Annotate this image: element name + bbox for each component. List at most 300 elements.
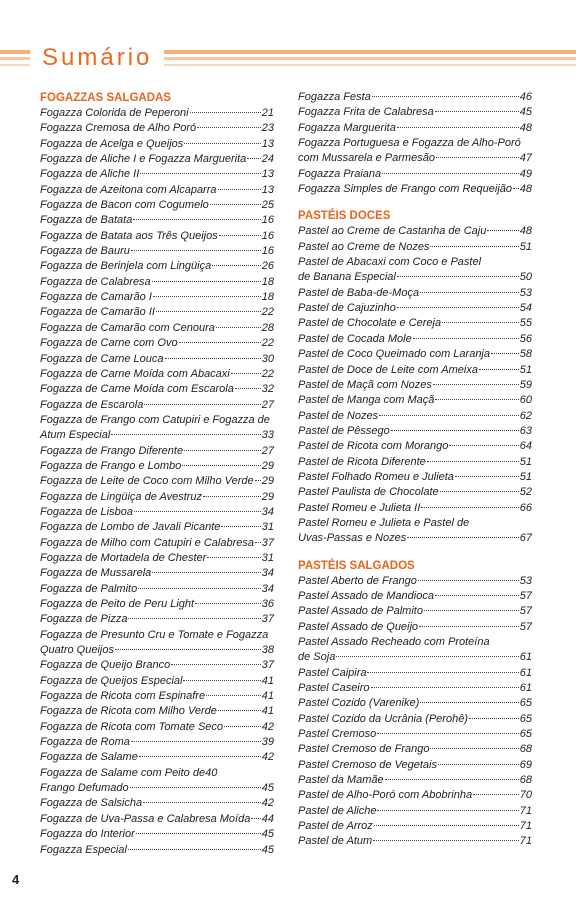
toc-entry-title: Fogazza Praiana <box>298 167 382 180</box>
toc-entry-title: Frango Defumado <box>40 782 129 795</box>
toc-entry <box>298 574 532 589</box>
dot-leader <box>435 399 518 400</box>
toc-entry-title: Pastel de Alho-Poró com Abobrinha <box>298 789 473 802</box>
dot-leader <box>128 849 261 850</box>
dot-leader <box>430 246 518 247</box>
toc-entry-page: 68 <box>519 774 532 787</box>
toc-entry-title: Fogazza de Escarola <box>40 398 144 411</box>
toc-entry-title: Pastel de Nozes <box>298 409 379 422</box>
dot-leader <box>183 680 260 681</box>
toc-entry-title: Pastel Cremoso de Frango <box>298 743 430 756</box>
toc-entry-title: Fogazza de Camarão I <box>40 291 152 304</box>
toc-entry <box>40 121 274 136</box>
toc-entry-page: 13 <box>261 183 274 196</box>
toc-entry-title: Fogazza de Palmito <box>40 582 138 595</box>
toc-entry-title: Fogazza Marguerita <box>298 121 396 134</box>
toc-entry <box>298 439 532 454</box>
toc-entry-title: Fogazza de Carne Louca <box>40 352 164 365</box>
dot-leader <box>419 626 519 627</box>
toc-entry-page: 48 <box>519 225 532 238</box>
toc-entry-page: 51 <box>519 363 532 376</box>
toc-entry-title: Pastel Assado de Palmito <box>298 605 423 618</box>
dot-leader <box>418 580 519 581</box>
toc-entry <box>40 735 274 750</box>
toc-entry <box>40 643 274 658</box>
dot-leader <box>184 143 260 144</box>
toc-entry <box>40 290 274 305</box>
toc-entry <box>40 459 274 474</box>
dot-leader <box>491 353 519 354</box>
toc-entry-lead: Pastel Romeu e Julieta e Pastel de <box>298 516 470 529</box>
toc-entry-page: 31 <box>261 551 274 564</box>
toc-entry-title: Fogazza de Lisboa <box>40 505 133 518</box>
toc-entry-title: Fogazza de Ricota com Espinafre <box>40 690 206 703</box>
toc-entry-page: 41 <box>261 674 274 687</box>
dot-leader <box>440 491 519 492</box>
dot-leader <box>111 434 260 435</box>
toc-entry-page: 57 <box>519 589 532 602</box>
page-header <box>0 40 576 76</box>
toc-entry <box>298 589 532 604</box>
toc-entry <box>40 843 274 858</box>
dot-leader <box>469 718 519 719</box>
toc-entry-title: Pastel ao Creme de Nozes <box>298 240 430 253</box>
toc-entry <box>298 90 532 105</box>
section-heading: FOGAZZAS SALGADAS <box>40 92 171 104</box>
section-heading: PASTÉIS SALGADOS <box>298 559 415 572</box>
toc-entry-page: 16 <box>261 245 274 258</box>
toc-entry-title: Fogazza de Camarão II <box>40 306 155 319</box>
toc-entry-title: Fogazza de Batata <box>40 214 133 227</box>
toc-entry <box>40 137 274 152</box>
toc-entry-page: 51 <box>519 455 532 468</box>
toc-entry <box>40 352 274 367</box>
toc-entry-page: 68 <box>519 743 532 756</box>
dot-leader <box>219 235 261 236</box>
toc-entry <box>298 501 532 516</box>
toc-entry-title: Fogazza de Carne Moída com Escarola <box>40 383 234 396</box>
dot-leader <box>203 496 261 497</box>
toc-entry-page: 37 <box>261 613 274 626</box>
toc-entry-title: Fogazza de Uva-Passa e Calabresa Moída <box>40 812 251 825</box>
toc-entry-title: Fogazza de Frango e Lombo <box>40 459 182 472</box>
dot-leader <box>144 404 260 405</box>
dot-leader <box>165 358 261 359</box>
dot-leader <box>427 461 519 462</box>
toc-entry <box>298 316 532 331</box>
dot-leader <box>397 276 519 277</box>
toc-entry <box>40 474 274 489</box>
toc-entry-page: 29 <box>261 459 274 472</box>
toc-entry-page: 29 <box>261 475 274 488</box>
dot-leader <box>449 445 518 446</box>
toc-entry <box>298 363 532 378</box>
dot-leader <box>367 672 518 673</box>
toc-entry-page: 22 <box>261 306 274 319</box>
dot-leader <box>131 741 261 742</box>
toc-entry-title: Uvas-Passas e Nozes <box>298 532 407 545</box>
toc-entry-page: 71 <box>519 804 532 817</box>
toc-entry <box>298 834 532 849</box>
toc-entry-title: Fogazza de Pizza <box>40 613 128 626</box>
toc-entry <box>40 520 274 535</box>
dot-leader <box>221 526 260 527</box>
dot-leader <box>133 219 260 220</box>
dot-leader <box>487 230 518 231</box>
toc-entry <box>40 321 274 336</box>
toc-entry-title: Atum Especial <box>40 429 111 442</box>
toc-entry-page: 64 <box>519 440 532 453</box>
toc-entry-title: Pastel Aberto de Frango <box>298 574 417 587</box>
toc-entry <box>298 742 532 757</box>
toc-entry-page: 16 <box>261 229 274 242</box>
toc-entry-page: 70 <box>519 789 532 802</box>
toc-entry-title: Fogazza de Queijos Especial <box>40 674 183 687</box>
dot-leader <box>479 369 519 370</box>
toc-entry <box>298 650 532 665</box>
toc-entry-title: Pastel de Pêssego <box>298 424 390 437</box>
dot-leader <box>197 127 261 128</box>
toc-entry-title: Pastel de Doce de Leite com Ameixa <box>298 363 478 376</box>
toc-entry <box>298 378 532 393</box>
toc-entry-page: 13 <box>261 168 274 181</box>
toc-entry <box>298 240 532 255</box>
toc-entry-title: Fogazza de Aliche II <box>40 168 140 181</box>
toc-entry <box>40 536 274 551</box>
toc-entry <box>298 224 532 239</box>
toc-entry-page: 34 <box>261 567 274 580</box>
toc-entry-page: 49 <box>519 167 532 180</box>
dot-leader <box>255 542 261 543</box>
toc-entry-page: 25 <box>261 199 274 212</box>
toc-entry-page: 48 <box>519 121 532 134</box>
toc-entry-page: 57 <box>519 605 532 618</box>
toc-entry-page: 69 <box>519 758 532 771</box>
toc-entry-title: Fogazza de Frango Diferente <box>40 444 184 457</box>
toc-entry <box>298 409 532 424</box>
toc-entry-title: Fogazza de Calabresa <box>40 275 151 288</box>
toc-entry-page: 53 <box>519 286 532 299</box>
toc-entry-title: Pastel Cremoso de Vegetais <box>298 758 437 771</box>
toc-left-column <box>40 90 274 858</box>
toc-entry-title: Pastel de Chocolate e Cereja <box>298 317 442 330</box>
dot-leader <box>255 480 261 481</box>
toc-entry-page: 56 <box>519 332 532 345</box>
toc-entry-title: Fogazza de Ricota com Tomate Seco <box>40 720 224 733</box>
dot-leader <box>421 507 518 508</box>
toc-entry-title: Fogazza Frita de Calabresa <box>298 106 434 119</box>
toc-entry <box>298 332 532 347</box>
toc-entry <box>40 597 274 612</box>
dot-leader <box>373 840 519 841</box>
toc-entry <box>298 712 532 727</box>
toc-entry <box>40 167 274 182</box>
toc-entry-title: Pastel da Mamãe <box>298 774 384 787</box>
dot-leader <box>134 511 261 512</box>
toc-entry-page: 37 <box>261 659 274 672</box>
toc-entry-title: Fogazza de Carne Moída com Abacaxi <box>40 367 230 380</box>
toc-entry-title: Pastel Assado de Mandioca <box>298 589 434 602</box>
toc-entry <box>298 182 532 197</box>
toc-entry <box>40 336 274 351</box>
toc-entry-page: 36 <box>261 598 274 610</box>
toc-entry-title: Fogazza Festa <box>298 91 371 103</box>
dot-leader <box>153 296 261 297</box>
toc-entry-title: Pastel de Coco Queimado com Laranja <box>298 348 490 361</box>
toc-entry <box>40 229 274 244</box>
toc-entry-page: 55 <box>519 317 532 330</box>
toc-entry-title: Fogazza de Ricota com Milho Verde <box>40 705 217 718</box>
toc-entry-title: Fogazza de Salsicha <box>40 797 143 810</box>
toc-entry <box>298 696 532 711</box>
dot-leader <box>224 726 261 727</box>
dot-leader <box>371 687 519 688</box>
toc-entry <box>298 167 532 182</box>
toc-entry-title: Fogazza de Bacon com Cogumelo <box>40 199 209 212</box>
toc-entry <box>298 604 532 619</box>
toc-entry-title: Pastel Paulista de Chocolate <box>298 486 439 499</box>
toc-entry-title: Pastel Romeu e Julieta II <box>298 501 421 514</box>
dot-leader <box>128 618 260 619</box>
toc-entry-title: Pastel Cozido da Ucrânia (Perohê) <box>298 712 468 725</box>
toc-entry <box>40 704 274 719</box>
toc-entry-page: 57 <box>519 620 532 633</box>
toc-entry-title: Fogazza de Carne com Ovo <box>40 337 178 350</box>
toc-entry-title: Pastel de Arroz <box>298 820 373 833</box>
toc-entry <box>40 275 274 290</box>
dot-leader <box>379 415 519 416</box>
dot-leader <box>420 292 519 293</box>
page-number: 4 <box>12 872 20 887</box>
toc-entry-page: 61 <box>519 682 532 695</box>
dot-leader <box>385 779 519 780</box>
toc-entry <box>40 152 274 167</box>
toc-entry <box>298 286 532 301</box>
dot-leader <box>206 695 261 696</box>
toc-entry-page: 34 <box>261 505 274 518</box>
toc-entry-lead: Pastel de Abacaxi com Coco e Pastel <box>298 256 482 269</box>
dot-leader <box>235 388 261 389</box>
toc-entry-title: Fogazza de Lombo de Javali Picante <box>40 521 221 534</box>
toc-entry-title: Fogazza de Mussarela <box>40 567 152 580</box>
toc-entry-page: 51 <box>519 470 532 483</box>
toc-entry-title: Pastel de Cajuzinho <box>298 302 396 315</box>
dot-leader <box>143 802 261 803</box>
toc-entry-page: 18 <box>261 275 274 288</box>
toc-entry-page: 29 <box>261 490 274 503</box>
dot-leader <box>247 158 260 159</box>
toc-entry <box>40 551 274 566</box>
toc-entry-title: Pastel Assado de Queijo <box>298 620 419 633</box>
toc-entry <box>40 796 274 811</box>
toc-entry <box>40 827 274 842</box>
toc-entry-page: 41 <box>261 690 274 703</box>
dot-leader <box>184 450 261 451</box>
toc-entry <box>40 612 274 627</box>
toc-entry <box>40 213 274 228</box>
dot-leader <box>156 311 261 312</box>
toc-entry-title: Fogazza de Leite de Coco com Milho Verde <box>40 475 254 488</box>
toc-entry-page: 65 <box>519 697 532 710</box>
toc-entry-page: 18 <box>261 291 274 304</box>
toc-entry <box>40 781 274 796</box>
toc-entry <box>40 444 274 459</box>
toc-entry-title: Fogazza de Camarão com Cenoura <box>40 321 215 334</box>
page-title: Sumário <box>30 40 164 76</box>
toc-entry-page: 22 <box>261 367 274 380</box>
toc-entry-title: Fogazza de Aliche I e Fogazza Marguerita <box>40 153 247 166</box>
toc-entry-lead: Fogazza Portuguesa e Fogazza de Alho-Poró <box>298 137 521 150</box>
toc-entry-page: 47 <box>519 152 532 165</box>
dot-leader <box>138 588 261 589</box>
toc-entry <box>298 470 532 485</box>
toc-entry <box>298 105 532 120</box>
toc-entry-title: Fogazza de Azeitona com Alcaparra <box>40 183 217 196</box>
toc-entry <box>298 666 532 681</box>
dot-leader <box>131 250 261 251</box>
dot-leader <box>377 810 518 811</box>
toc-entry <box>40 106 274 121</box>
dot-leader <box>430 748 518 749</box>
dot-leader <box>433 384 519 385</box>
toc-entry-title: de Banana Especial <box>298 271 396 284</box>
toc-entry <box>40 382 274 397</box>
dot-leader <box>435 111 519 112</box>
toc-entry-title: Fogazza Colorida de Peperoni <box>40 107 189 119</box>
toc-entry <box>40 183 274 198</box>
toc-entry-title: Pastel Caipira <box>298 666 367 679</box>
toc-entry-lead: Fogazza de Presunto Cru e Tomate e Fogazza <box>40 628 269 641</box>
dot-leader <box>152 572 260 573</box>
toc-entry-title: Fogazza Simples de Frango com Requeijão <box>298 183 513 196</box>
dot-leader <box>218 710 261 711</box>
toc-entry-title: Fogazza de Bauru <box>40 245 130 258</box>
toc-entry <box>40 490 274 505</box>
toc-entry <box>40 750 274 765</box>
toc-entry-title: Fogazza de Lingüiça de Avestruz <box>40 490 203 503</box>
toc-entry <box>298 819 532 834</box>
toc-entry-page: 46 <box>519 91 532 103</box>
dot-leader <box>374 825 519 826</box>
dot-leader <box>218 189 261 190</box>
section-heading: PASTÉIS DOCES <box>298 210 391 223</box>
toc-entry-title: de Soja <box>298 651 336 664</box>
toc-entry-title: Pastel Cremoso <box>298 728 377 741</box>
toc-entry-title: Pastel de Maçã com Nozes <box>298 378 432 391</box>
toc-entry <box>298 121 532 136</box>
toc-entry <box>40 658 274 673</box>
dot-leader <box>140 173 260 174</box>
dot-leader <box>397 307 519 308</box>
toc-entry-page: 52 <box>519 486 532 499</box>
toc-entry-page: 63 <box>519 424 532 437</box>
dot-leader <box>152 281 261 282</box>
toc-entry-page: 30 <box>261 352 274 365</box>
toc-entry <box>298 727 532 742</box>
dot-leader <box>455 476 519 477</box>
toc-entry-page: 45 <box>519 106 532 119</box>
toc-entry-page: 37 <box>261 536 274 549</box>
toc-entry-title: Fogazza de Milho com Catupiri e Calabresa <box>40 536 254 549</box>
toc-entry-title: Pastel Caseiro <box>298 682 370 695</box>
toc-entry-title: Fogazza de Berinjela com Lingüiça <box>40 260 212 273</box>
toc-entry <box>40 689 274 704</box>
dot-leader <box>130 787 261 788</box>
dot-leader <box>179 342 261 343</box>
toc-entry-title: com Mussarela e Parmesão <box>298 152 435 165</box>
toc-entry-page: 33 <box>261 429 274 442</box>
toc-entry-page: 45 <box>261 782 274 795</box>
dot-leader <box>212 265 261 266</box>
toc-entry-page: 51 <box>519 240 532 253</box>
toc-entry-page: 39 <box>261 736 274 749</box>
toc-entry-title: Fogazza de Mortadela de Chester <box>40 551 207 564</box>
dot-leader <box>190 112 261 113</box>
toc-entry-title: Pastel de Ricota Diferente <box>298 455 426 468</box>
toc-entry <box>298 301 532 316</box>
dot-leader <box>231 373 261 374</box>
toc-entry-title: Pastel Cozido (Varenike) <box>298 697 420 710</box>
dot-leader <box>336 656 518 657</box>
toc-entry-page: 62 <box>519 409 532 422</box>
toc-entry-title: Fogazza de Acelga e Queijos <box>40 137 184 150</box>
dot-leader <box>115 649 261 650</box>
toc-entry-page: 27 <box>261 398 274 411</box>
toc-entry-title: Fogazza de Batata aos Três Queijos <box>40 229 218 242</box>
toc-entry <box>40 367 274 382</box>
toc-entry <box>40 812 274 827</box>
toc-entry-page: 71 <box>519 820 532 833</box>
dot-leader <box>438 764 519 765</box>
toc-entry-title: Pastel ao Creme de Castanha de Caju <box>298 225 487 238</box>
dot-leader <box>210 204 261 205</box>
toc-entry-title: Pastel de Atum <box>298 835 373 848</box>
toc-entry <box>298 804 532 819</box>
dot-leader <box>436 157 519 158</box>
dot-leader <box>139 756 261 757</box>
dot-leader <box>424 610 519 611</box>
dot-leader <box>435 595 519 596</box>
toc-entry-page: 61 <box>519 651 532 664</box>
toc-entry-title: Pastel de Baba-de-Moça <box>298 286 420 299</box>
toc-entry-page: 16 <box>261 214 274 227</box>
toc-entry-page: 71 <box>519 835 532 848</box>
toc-entry-page: 45 <box>261 828 274 841</box>
toc-entry <box>298 151 532 166</box>
toc-entry-page: 67 <box>519 532 532 545</box>
dot-leader <box>372 96 519 97</box>
dot-leader <box>216 327 261 328</box>
toc-entry <box>298 620 532 635</box>
toc-entry-lead: Fogazza de Frango com Catupiri e Fogazza de <box>40 413 270 426</box>
toc-entry <box>298 455 532 470</box>
dot-leader <box>442 322 519 323</box>
toc-entry-title: Fogazza Cremosa de Alho Poró <box>40 122 197 135</box>
toc-entry <box>298 424 532 439</box>
dot-leader <box>473 794 519 795</box>
toc-entry <box>40 244 274 259</box>
toc-entry-title: Pastel de Manga com Maçã <box>298 394 435 407</box>
toc-entry-page: 65 <box>519 728 532 741</box>
toc-entry-page: 13 <box>261 137 274 150</box>
dot-leader <box>136 833 261 834</box>
toc-entry-title: Fogazza de Salame <box>40 751 138 764</box>
toc-entry <box>40 398 274 413</box>
toc-entry-page: 38 <box>261 644 274 657</box>
toc-entry-title: Fogazza de Roma <box>40 736 130 749</box>
toc-entry <box>298 393 532 408</box>
toc-entry <box>40 259 274 274</box>
